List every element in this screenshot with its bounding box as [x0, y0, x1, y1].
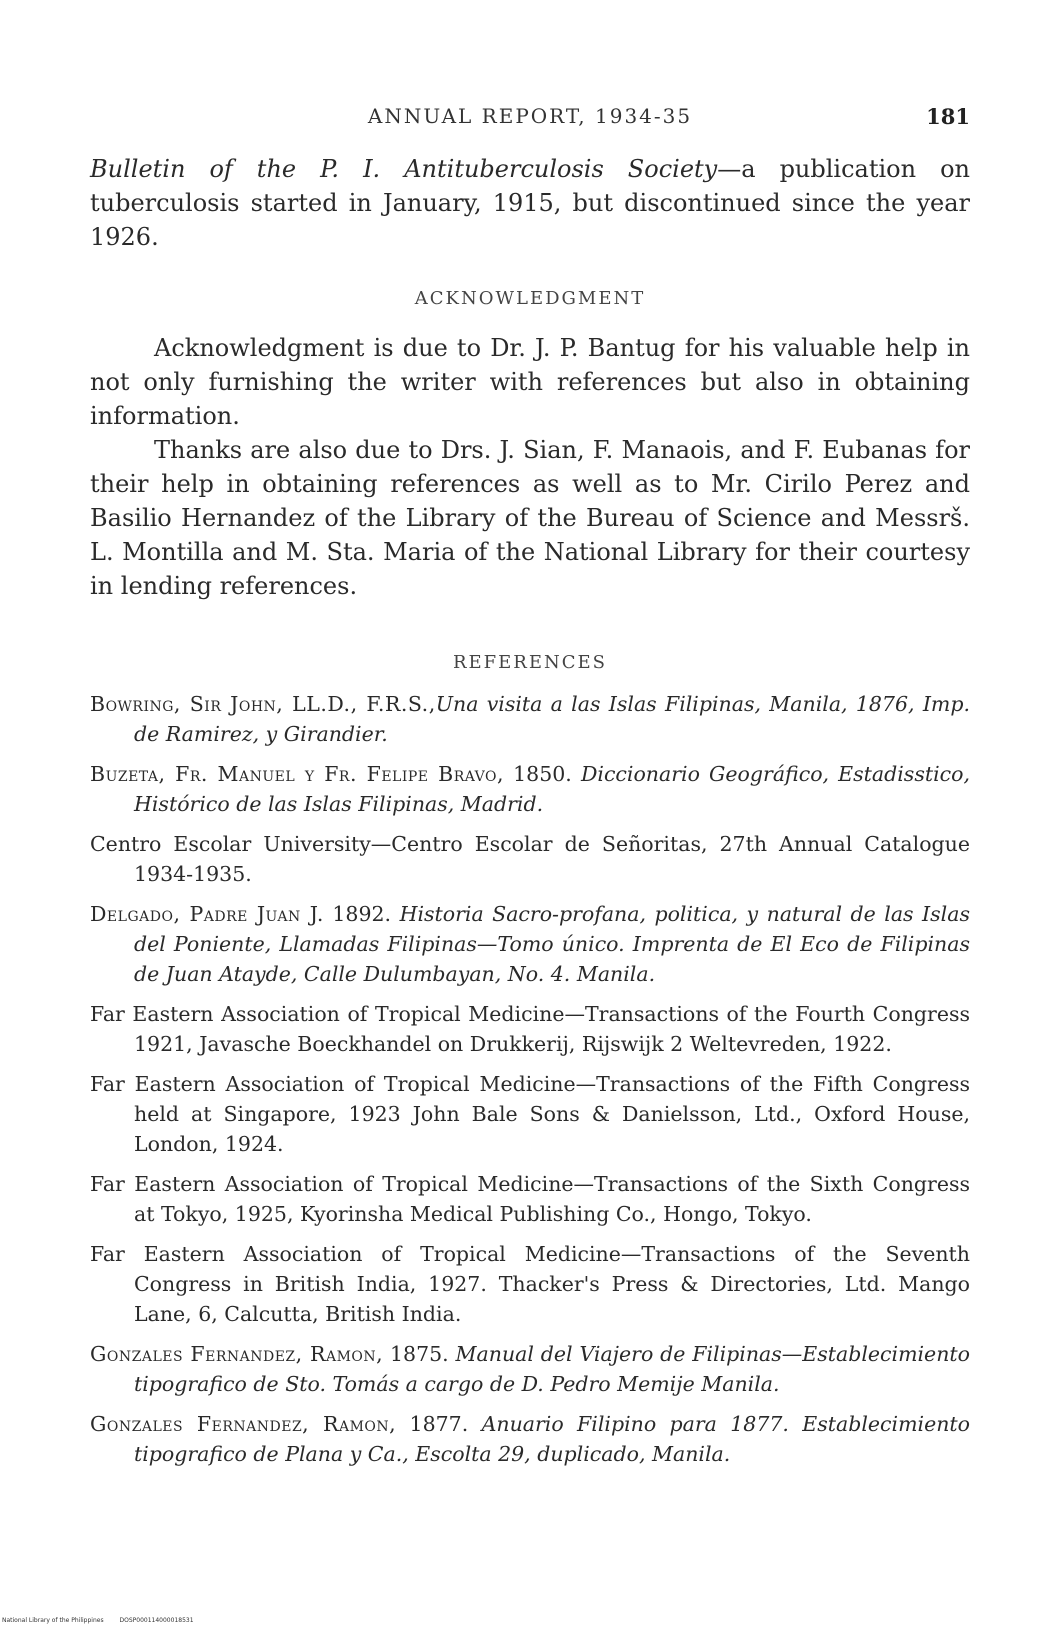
reference-year: 1892. — [323, 902, 400, 926]
reference-entry — [90, 999, 970, 1059]
reference-author: Gonzales Fernandez, Ramon, — [90, 1342, 384, 1366]
reference-title: Diccionario Geográfico, Estadisstico, Histórico de las Islas Filipinas, Madrid. — [134, 762, 970, 816]
reference-entry — [90, 689, 970, 749]
reference-title: Una visita a las Islas Filipinas, Manila, 1876, Imp. de Ramirez, y Girandier. — [134, 692, 970, 746]
reference-year: 1875. — [383, 1342, 456, 1366]
reference-entry — [90, 1339, 970, 1399]
reference-entry — [90, 1239, 970, 1329]
reference-title: Historia Sacro-profana, politica, y natural de las Islas del Poniente, Llamadas Filipinas—Tomo único. Imprenta de El Eco de Filipinas de Juan Atayde, Calle Dulumbayan, No. 4. Manila. — [134, 902, 970, 986]
reference-entry — [90, 899, 970, 989]
acknowledgment-paragraph-1: Acknowledgment is due to Dr. J. P. Bantug for his valuable help in not only furnishing the writer with references but also in obtaining information. — [90, 334, 970, 430]
reference-title: Manual del Viajero de Filipinas—Establecimiento tipografico de Sto. Tomás a cargo de D. Pedro Memije Manila. — [134, 1342, 970, 1396]
reference-text: Centro Escolar University—Centro Escolar de Señoritas, 27th Annual Catalogue 1934-1935. — [90, 832, 970, 886]
page-header — [90, 104, 970, 134]
reference-author: Delgado, Padre Juan J. — [90, 902, 324, 926]
reference-author: Gonzales Fernandez, Ramon, — [90, 1412, 397, 1436]
acknowledgment-heading: ACKNOWLEDGMENT — [414, 288, 646, 309]
references-heading: REFERENCES — [452, 652, 607, 673]
reference-text: Far Eastern Association of Tropical Medicine—Transactions of the Seventh Congress in British India, 1927. Thacker's Press & Directories, Ltd. Mango Lane, 6, Calcutta, British India. — [90, 1242, 970, 1326]
footer-library: National Library of the Philippines — [2, 1617, 104, 1624]
footer-id: DOSP000114000018531 — [119, 1617, 194, 1624]
reference-year: 1850. — [504, 762, 581, 786]
reference-author: Buzeta, Fr. Manuel y Fr. Felipe Bravo, — [90, 762, 505, 786]
intro-paragraph — [90, 152, 970, 254]
reference-text: Far Eastern Association of Tropical Medicine—Transactions of the Sixth Congress at Tokyo, 1925, Kyorinsha Medical Publishing Co., Hongo, Tokyo. — [90, 1172, 970, 1226]
reference-text: Far Eastern Association of Tropical Medicine—Transactions of the Fourth Congress 1921, Javasche Boeckhandel on Drukkerij, Rijswijk 2 Weltevreden, 1922. — [90, 1002, 970, 1056]
intro-text: —a publication on tuberculosis started in January, 1915, but discontinued since the year 1926. — [90, 155, 971, 251]
reference-title: Anuario Filipino para 1877. Establecimiento tipografico de Plana y Ca., Escolta 29, duplicado, Manila. — [134, 1412, 970, 1466]
reference-year: 1877. — [396, 1412, 482, 1436]
reference-entry — [90, 1069, 970, 1159]
page-footer — [2, 1617, 208, 1624]
acknowledgment-section — [90, 288, 970, 603]
reference-entry — [90, 829, 970, 889]
reference-author: Bowring, Sir John, LL.D., F.R.S., — [90, 692, 436, 716]
intro-title: Bulletin of the P. I. Antituberculosis Society — [90, 155, 718, 183]
references-section — [90, 652, 970, 1479]
page-number: 181 — [926, 104, 970, 129]
reference-entry — [90, 759, 970, 819]
running-title: ANNUAL REPORT, 1934-35 — [367, 104, 693, 128]
reference-entry — [90, 1409, 970, 1469]
reference-text: Far Eastern Association of Tropical Medicine—Transactions of the Fifth Congress held at Singapore, 1923 John Bale Sons & Danielsson, Ltd., Oxford House, London, 1924. — [90, 1072, 970, 1156]
acknowledgment-paragraph-2: Thanks are also due to Drs. J. Sian, F. Manaois, and F. Eubanas for their help in obtaining references as well as to Mr. Cirilo Perez and Basilio Hernandez of the Library of the Bureau of Science and Messrš. L. Montilla and M. Sta. Maria of the National Library for their courtesy in lending references. — [90, 436, 970, 600]
reference-list — [90, 689, 970, 1469]
reference-entry — [90, 1169, 970, 1229]
